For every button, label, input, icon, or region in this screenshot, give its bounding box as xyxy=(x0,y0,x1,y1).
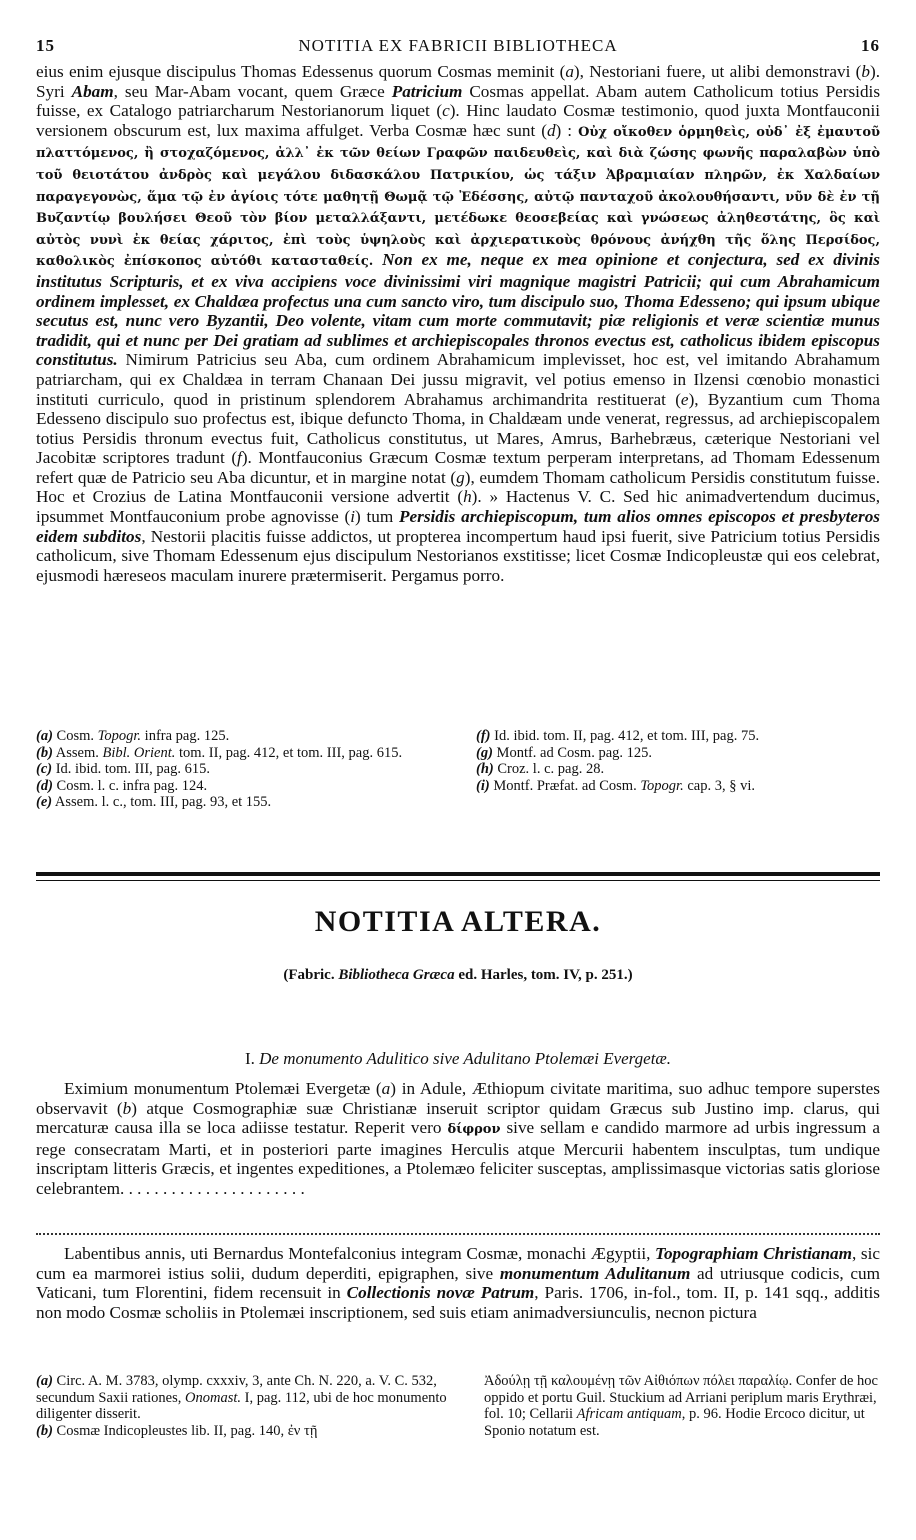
text-run: , seu Mar-Abam vocant, quem Græce xyxy=(113,81,392,101)
note-ref: b xyxy=(861,62,870,81)
subsection-number: I. xyxy=(244,1049,260,1068)
footnote-text: Montf. Præfat. ad Cosm. xyxy=(489,777,641,794)
italic-title: monumentum Adulitanum xyxy=(499,1263,691,1283)
footnote-text: Id. ibid. tom. III, pag. 615. xyxy=(52,761,210,778)
source-text: ed. Harles, tom. IV, p. 251.) xyxy=(454,967,633,983)
text-run: ), eumdem Thomam catholicum Persidis constitutum fuisse. Hoc et Crozius de Latina Montfauconii versione advertit ( xyxy=(36,467,880,507)
footnote-text: Cosm. xyxy=(52,728,98,744)
footnote-tag: (c) xyxy=(36,761,53,778)
section-source xyxy=(0,967,916,984)
footnote xyxy=(36,761,454,778)
page-number-left: 15 xyxy=(36,36,55,55)
footnote-text: cap. 3, § vi. xyxy=(683,777,756,794)
footnote-tag: (a) xyxy=(36,728,53,744)
footnote-tag: (e) xyxy=(36,794,53,811)
greek-word: δίφρον xyxy=(447,1122,501,1138)
footnote xyxy=(36,1423,454,1440)
footnote-italic: Africam antiquam xyxy=(576,1406,682,1423)
italic-name: Patricium xyxy=(391,81,463,101)
text-run: eius enim ejusque discipulus Thomas Edessenus quorum Cosmas meminit ( xyxy=(36,62,566,81)
note-ref: b xyxy=(122,1098,132,1118)
footnote xyxy=(36,794,454,811)
footnote-text: infra pag. 125. xyxy=(141,728,230,744)
text-run: ) in Adule, Æthiopum civitate maritima, suo adhuc tempore superstes observavit ( xyxy=(36,1079,880,1118)
note-ref: c xyxy=(442,101,450,121)
note-ref: e xyxy=(680,389,689,409)
running-title: NOTITIA EX FABRICII BIBLIOTHECA xyxy=(298,36,618,55)
footnote-text: , p. 96. Hodie Ercoco dicitur, ut Sponio notatum est. xyxy=(484,1406,865,1439)
footnote-text: Montf. ad Cosm. pag. 125. xyxy=(492,744,653,761)
footnote-italic: Bibl. Orient. xyxy=(102,744,176,761)
footnote xyxy=(484,1373,880,1439)
footnote-text: tom. II, pag. 412, et tom. III, pag. 615. xyxy=(175,744,403,761)
note-ref: f xyxy=(237,448,242,468)
footnotes-bottom-right xyxy=(484,1373,880,1439)
footnote-italic: Onomast. xyxy=(185,1389,242,1406)
text-run: Labentibus annis, uti Bernardus Montefalconius integram Cosmæ, monachi Ægyptii, xyxy=(64,1244,656,1263)
text-run: ). Montfauconius Græcum Cosmæ textum perperam interpretans, ad Thomam Edessenum refert quæ de Patricio seu Aba dicuntur, et in margine notat ( xyxy=(36,448,880,487)
footnote xyxy=(36,728,454,745)
footnote-text: Assem. xyxy=(52,744,103,761)
text-run: , Nestorii placitis fuisse addictos, ut propterea incompertum haud ipsi fuerit, sive Patricium totius Persidis catholicum, sive Thomam Edessenum ejus discipulum Nestorianos exstitisse; licet Cosmæ Indicopleustæ qui eos celebrat, ejusmodi hæreseos maculam inurere prætermiserit. Pergamus porro. xyxy=(36,526,880,585)
paragraph xyxy=(36,1079,880,1199)
section-divider-thick xyxy=(36,872,880,876)
text-run: Cosmas appellat. Abam autem Catholicum totius Persidis fuisse, ex Catalogo patriarcharum Nestorianorum liquet ( xyxy=(36,81,881,121)
main-paragraph xyxy=(36,62,880,585)
text-run: ad utriusque codicis, cum Vaticani, tum Florentini, fidem recensuit in xyxy=(36,1263,880,1303)
text-run: ) tum xyxy=(355,507,399,527)
footnote-tag: (a) xyxy=(36,1373,53,1389)
note-ref: i xyxy=(350,507,356,527)
footnote-tag: (i) xyxy=(476,777,490,794)
italic-name: Abam xyxy=(71,81,114,101)
text-run: , Paris. 1706, in-fol., tom. II, p. 141 sqq., additis non modo Cosmæ scholiis in Ptolemæi inscriptionem, sed suis etiam animadversiunculis, necnon pictura xyxy=(36,1283,880,1322)
footnote-italic: Topogr. xyxy=(97,728,142,744)
note-ref: a xyxy=(565,62,574,81)
text-run: Nimirum Patricius seu Aba, cum ordinem Abrahamicum implevisset, hoc est, vel imitando Abrahamum patriarcham, qui ex Chaldæa in terram Chanaan Dei jussu migravit, vel potius emenso in Ilzensi cœnobio monastici instituti curriculo, quod in pristinum splendorem Abrahamus archimandrita restituerat ( xyxy=(36,350,880,409)
running-head xyxy=(36,36,880,60)
footnote xyxy=(476,761,880,778)
footnote xyxy=(476,745,880,762)
note-ref: g xyxy=(456,467,465,487)
footnote-tag: (f) xyxy=(476,728,491,744)
source-italic: Bibliotheca Græca xyxy=(338,967,455,983)
footnotes-right xyxy=(476,728,880,794)
text-run: ) atque Cosmographiæ suæ Christianæ inseruit scriptor quidam Græcus sub Justino imp. clarus, qui mercaturæ causa illa se loca adiisse testatur. Reperit vero xyxy=(36,1098,880,1138)
footnote-text: Circ. A. M. 3783, olymp. cxxxiv, 3, ante Ch. N. 220, a. V. C. 532, secundum Saxii rationes, xyxy=(36,1373,437,1406)
footnote-text: Id. ibid. tom. II, pag. 412, et tom. III, pag. 75. xyxy=(490,728,760,744)
footnote-text: Ἀδούλῃ τῇ καλουμένῃ τῶν Αἰθιόπων πόλει παραλίῳ. Confer de hoc oppido et portu Guil. Stuckium ad Arriani periplum maris Erythræi, fol. 10; Cellarii xyxy=(484,1373,878,1423)
footnote-text: Croz. l. c. pag. 28. xyxy=(493,761,605,778)
footnote-text: I, pag. 112, ubi de hoc monumento diligenter disserit. xyxy=(36,1389,447,1423)
footnote xyxy=(36,1373,454,1423)
italic-phrase: Persidis archiepiscopum, tum alios omnes episcopos et presbyteros eidem subditos xyxy=(36,507,880,546)
subsection-heading xyxy=(0,1049,916,1069)
subsection-title: De monumento Adulitico sive Adulitano Ptolemæi Evergetæ. xyxy=(259,1049,672,1068)
text-run: ). » Hactenus V. C. Sed hic animadvertendum ducimus, ipsummet Montfauconium probe agnovisse ( xyxy=(36,487,880,527)
footnote-tag: (d) xyxy=(36,777,53,794)
footnote-text: Assem. l. c., tom. III, pag. 93, et 155. xyxy=(52,794,272,811)
text-run: sive sellam e candido marmore ad urbis ingressum a rege consecratam Marti, et in posteriori parte imagines Herculis atque Mercurii habentem insculptas, tum undique inscriptam litteris Græcis, et ingentes expeditiones, a Ptolemæo feliciter susceptas, amplissimasque victorias satis gloriose celebrantem. . . . . . . . . . . . . . . . . . . . . . xyxy=(36,1118,880,1198)
dotted-separator xyxy=(36,1233,880,1236)
italic-title: Topographiam Christianam xyxy=(655,1244,852,1263)
section-divider-thin xyxy=(36,880,880,881)
footnote-tag: (h) xyxy=(476,761,494,778)
footnote xyxy=(36,745,454,762)
source-text: (Fabric. xyxy=(283,967,339,983)
text-run: , sic cum ea marmorei istius solii, dudum deperditi, epigraphen, sive xyxy=(36,1244,880,1283)
text-run: Eximium monumentum Ptolemæi Evergetæ ( xyxy=(64,1079,382,1098)
footnotes-left xyxy=(36,728,454,811)
text-run: ) : xyxy=(555,120,579,140)
note-ref: h xyxy=(463,487,472,507)
paragraph xyxy=(36,1244,880,1322)
footnote-text: Cosmæ Indicopleustes lib. II, pag. 140, ἐν τῇ xyxy=(52,1422,318,1439)
footnote xyxy=(36,778,454,795)
greek-quotation: Οὐχ οἴκοθεν ὁρμηθεὶς, οὐδ᾽ ἐξ ἐμαυτοῦ πλαττόμενος, ἢ στοχαζόμενος, ἀλλ᾽ ἐκ τῶν θείων Γραφῶν παιδευθεὶς, καὶ διὰ ζώσης φωνῆς παραλαβὼν ὑπὸ τοῦ θειοτάτου ἀνδρὸς καὶ μεγάλου διδασκάλου Πατρικίου, ὡς τάξιν Ἀβραμιαίαν πληρῶν, ἐκ Χαλδαίων παραγεγονὼς, ἅμα τῷ ἐν ἁγίοις τότε μαθητῇ Θωμᾷ τῷ Ἐδέσσης, αὐτῷ πανταχοῦ ἀκολουθήσαντι, νῦν δὲ ἐν τῇ Βυζαντίῳ βουλήσει Θεοῦ τὸν βίον μεταλλάξαντι, μετέδωκε θεοσεβείας καὶ γνώσεως ἀληθεστάτης, ὃς καὶ αὐτὸς νυνὶ ἐκ θείας χάριτος, ἐπὶ τοὺς ὑψηλοὺς καὶ ἀρχιερατικοὺς θρόνους ἀνήχθη τῆς ὅλης Περσίδος, καθολικὸς ἐπίσκοπος αὐτόθι κατασταθείς. xyxy=(36,124,881,270)
text-run: ), Byzantium cum Thoma Edesseno discipulo suo profectus est, ibique defuncto Thoma, in Chaldæam unde venerat, regressus, ad archiepiscopalem totius Persidis thronum evectus fuit, Catholicus constitutus, ut Mares, Amrus, Barhebræus, cæterique Nestoriani vel Jacobitæ scriptores tradunt ( xyxy=(36,389,880,468)
footnote-italic: Topogr. xyxy=(640,777,684,794)
footnote xyxy=(476,728,880,745)
text-run: ), Nestoriani fuere, ut alibi demonstravi ( xyxy=(573,62,862,81)
note-ref: a xyxy=(381,1079,391,1098)
note-ref: d xyxy=(546,120,556,140)
text-run: ). Syri xyxy=(36,62,880,101)
latin-translation: Non ex me, neque ex mea opinione et conjectura, sed ex divinis institutus Scripturis, et ex viva accipiens voce divinissimi viri magnique magistri Patricii; qui cum Abrahamicum ordinem implesset, ex Chaldæa profectus una cum sancto viro, tum discipulo suo, Thoma Edesseno; qui ipsum ubique secutus est, nunc vero Byzantii, Deo volente, vitam cum morte commutavit; piæ religionis et veræ scientiæ munus tradidit, qui et nunc per Dei gratiam ad sublimes et archiepiscopales thronos evectus est, catholicus ibidem episcopus constitutus. xyxy=(36,250,880,370)
text-run: ). Hinc laudato Cosmæ testimonio, quod juxta Montfauconii versionem obscurum est, lux maxima affulget. Verba Cosmæ hæc sunt ( xyxy=(36,101,881,140)
italic-title: Collectionis novæ Patrum xyxy=(346,1283,535,1303)
footnote-tag: (b) xyxy=(36,1422,53,1439)
section-title: NOTITIA ALTERA. xyxy=(314,905,602,938)
footnote-tag: (g) xyxy=(476,744,493,761)
page-number-right: 16 xyxy=(861,36,880,55)
footnote-tag: (b) xyxy=(36,744,53,761)
footnotes-bottom-left xyxy=(36,1373,454,1439)
footnote xyxy=(476,778,880,795)
footnote-text: Cosm. l. c. infra pag. 124. xyxy=(52,777,208,794)
